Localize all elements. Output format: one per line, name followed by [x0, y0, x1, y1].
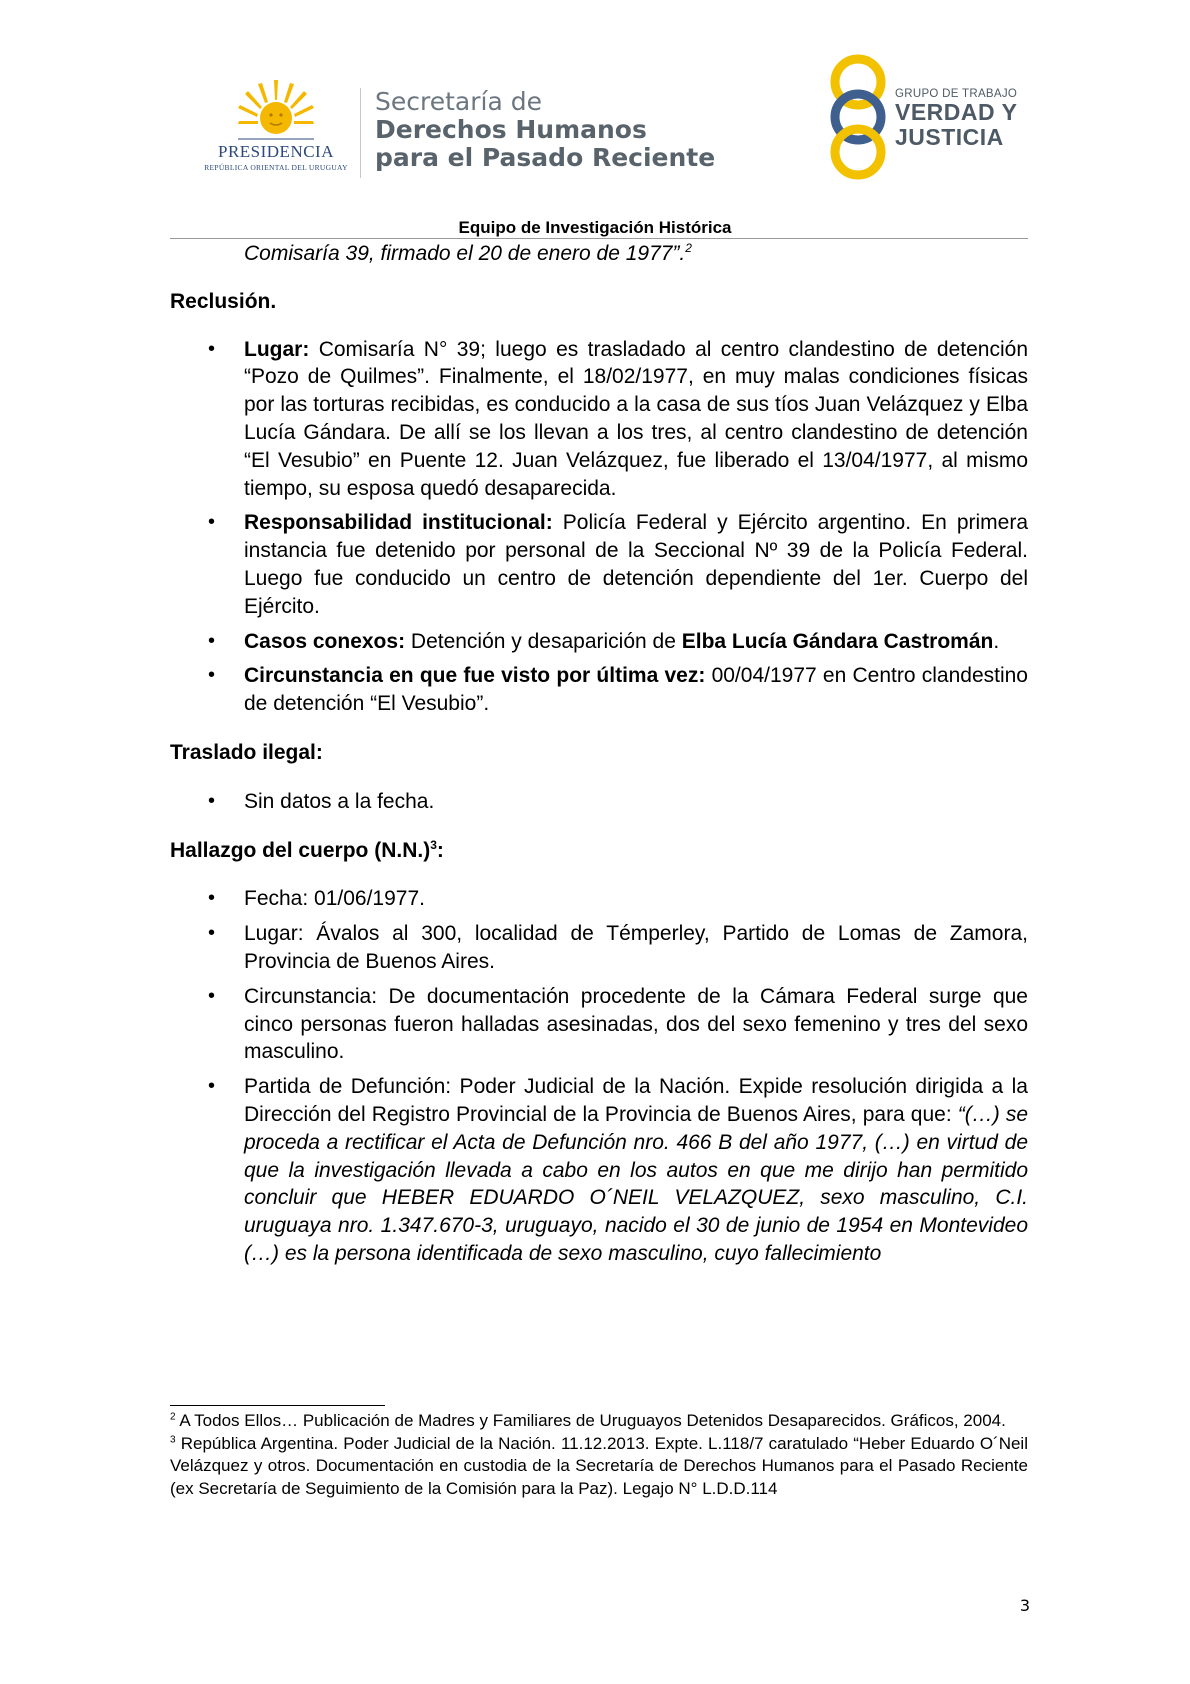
- footnote-ref: 2: [685, 241, 692, 255]
- secretaria-line-1: Secretaría de: [375, 87, 542, 116]
- traslado-heading: Traslado ilegal:: [170, 740, 323, 764]
- secretaria-line-3: para el Pasado Reciente: [375, 143, 716, 172]
- team-title: Equipo de Investigación Histórica: [458, 218, 732, 237]
- reclusion-heading: Reclusión.: [170, 289, 277, 313]
- grupo-label: GRUPO DE TRABAJO: [895, 88, 1018, 100]
- footnote-text: A Todos Ellos… Publicación de Madres y Familiares de Uruguayos Detenidos Desaparecidos. Gráficos, 2004.: [175, 1411, 1006, 1430]
- logo-divider: [360, 88, 361, 178]
- list-item: [170, 509, 1028, 620]
- hallazgo-heading: [170, 837, 1028, 865]
- list-item: • Circunstancia: De documentación procedente de la Cámara Federal surge que cinco personas fueron halladas asesinadas, dos del sexo femenino y tres del sexo masculino.: [170, 983, 1028, 1066]
- presidencia-logo: [196, 78, 356, 178]
- traslado-list: [170, 788, 1028, 816]
- footnote: [170, 1433, 1028, 1501]
- item-label: Lugar:: [244, 337, 310, 361]
- item-label: Casos conexos:: [244, 629, 406, 653]
- reclusion-list: [170, 336, 1028, 718]
- quoted-resolution: “(…) se proceda a rectificar el Acta de Defunción nro. 466 B del año 1977, (…) en virtud de que la investigación llevada a cabo en los autos en que me dirijo han permitido concluir que HEBER EDUARDO O´NEIL VELAZQUEZ, sexo masculino, C.I. uruguaya nro. 1.347.670-3, uruguayo, nacido el 30 de junio de 1954 en Montevideo (…) es la persona identificada de sexo masculino, cuyo fallecimiento: [244, 1102, 1028, 1265]
- presidencia-name: PRESIDENCIA: [217, 142, 334, 161]
- item-text: Policía Federal y Ejército argentino. En primera instancia fue detenido por personal de la Seccional Nº 39 de la Policía Federal. Luego fue conducido un centro de detención dependiente del 1er. Cuerpo del Ejército.: [244, 511, 1028, 618]
- header-rule: [170, 238, 1028, 239]
- secretaria-title: [375, 88, 715, 172]
- footnote-rule: [170, 1405, 385, 1406]
- person-name: Elba Lucía Gándara Castromán: [681, 629, 994, 653]
- list-item: [170, 662, 1028, 718]
- document-body: [170, 240, 1028, 1268]
- hallazgo-heading-text: Hallazgo del cuerpo (N.N.): [170, 838, 431, 862]
- item-text-end: .: [993, 629, 1000, 653]
- interlocked-rings-icon: [822, 54, 894, 180]
- hallazgo-list: [170, 885, 1028, 1267]
- item-text: Comisaría N° 39; luego es trasladado al centro clandestino de detención “Pozo de Quilmes”. Finalmente, el 18/02/1977, en muy malas condiciones físicas por las torturas recibidas, es conducido a la casa de sus tíos Juan Velázquez y Elba Lucía Gándara. De allí se los llevan a los tres, al centro clandestino de detención “El Vesubio” en Puente 12. Juan Velázquez, fue liberado el 13/04/1977, al mismo tiempo, su esposa quedó desaparecida.: [244, 337, 1028, 500]
- item-text: 00/04/1977 en Centro clandestino de detención “El Vesubio”.: [244, 664, 1028, 716]
- list-item: • Fecha: 01/06/1977.: [170, 885, 1028, 913]
- presidencia-subtitle: REPÚBLICA ORIENTAL DEL URUGUAY: [204, 163, 348, 172]
- item-text: Detención y desaparición de: [405, 629, 682, 653]
- grupo-line-2: JUSTICIA: [895, 124, 1004, 150]
- page-header: [0, 0, 1190, 245]
- footnote-number: 3: [170, 1433, 176, 1445]
- secretaria-line-2: Derechos Humanos: [375, 115, 647, 144]
- grupo-line-1: VERDAD Y: [895, 99, 1018, 125]
- sun-emblem-icon: [238, 78, 314, 140]
- continued-quote-text: Comisaría 39, firmado el 20 de enero de 1977”.: [244, 242, 686, 265]
- item-label: Circunstancia en que fue visto por última vez:: [244, 664, 706, 688]
- list-item: [170, 1073, 1028, 1268]
- list-item: [170, 628, 1028, 656]
- continued-quote: [244, 240, 1028, 268]
- list-item: • Sin datos a la fecha.: [170, 788, 1028, 816]
- footnote-number: 2: [170, 1411, 176, 1423]
- list-item: • Lugar: Ávalos al 300, localidad de Témperley, Partido de Lomas de Zamora, Provincia de Buenos Aires.: [170, 920, 1028, 976]
- list-item: [170, 336, 1028, 503]
- item-label: Responsabilidad institucional:: [244, 511, 553, 535]
- footnote-text: República Argentina. Poder Judicial de la Nación. 11.12.2013. Expte. L.118/7 caratulado “Heber Eduardo O´Neil Velázquez y otros. Documentación en custodia de la Secretaría de Derechos Humanos para el Pasado Reciente (ex Secretaría de Seguimiento de la Comisión para la Paz). Legajo N° L.D.D.114: [170, 1433, 1028, 1498]
- page-number: 3: [1019, 1596, 1030, 1615]
- footnote-ref: 3: [430, 837, 437, 852]
- item-text: Partida de Defunción: Poder Judicial de la Nación. Expide resolución dirigida a la Dirección del Registro Provincial de la Provincia de Buenos Aires, para que:: [244, 1075, 1028, 1126]
- verdad-justicia-text: [895, 88, 1017, 150]
- footnotes: [170, 1410, 1028, 1500]
- footnote: [170, 1410, 1028, 1433]
- hallazgo-heading-end: :: [436, 838, 444, 862]
